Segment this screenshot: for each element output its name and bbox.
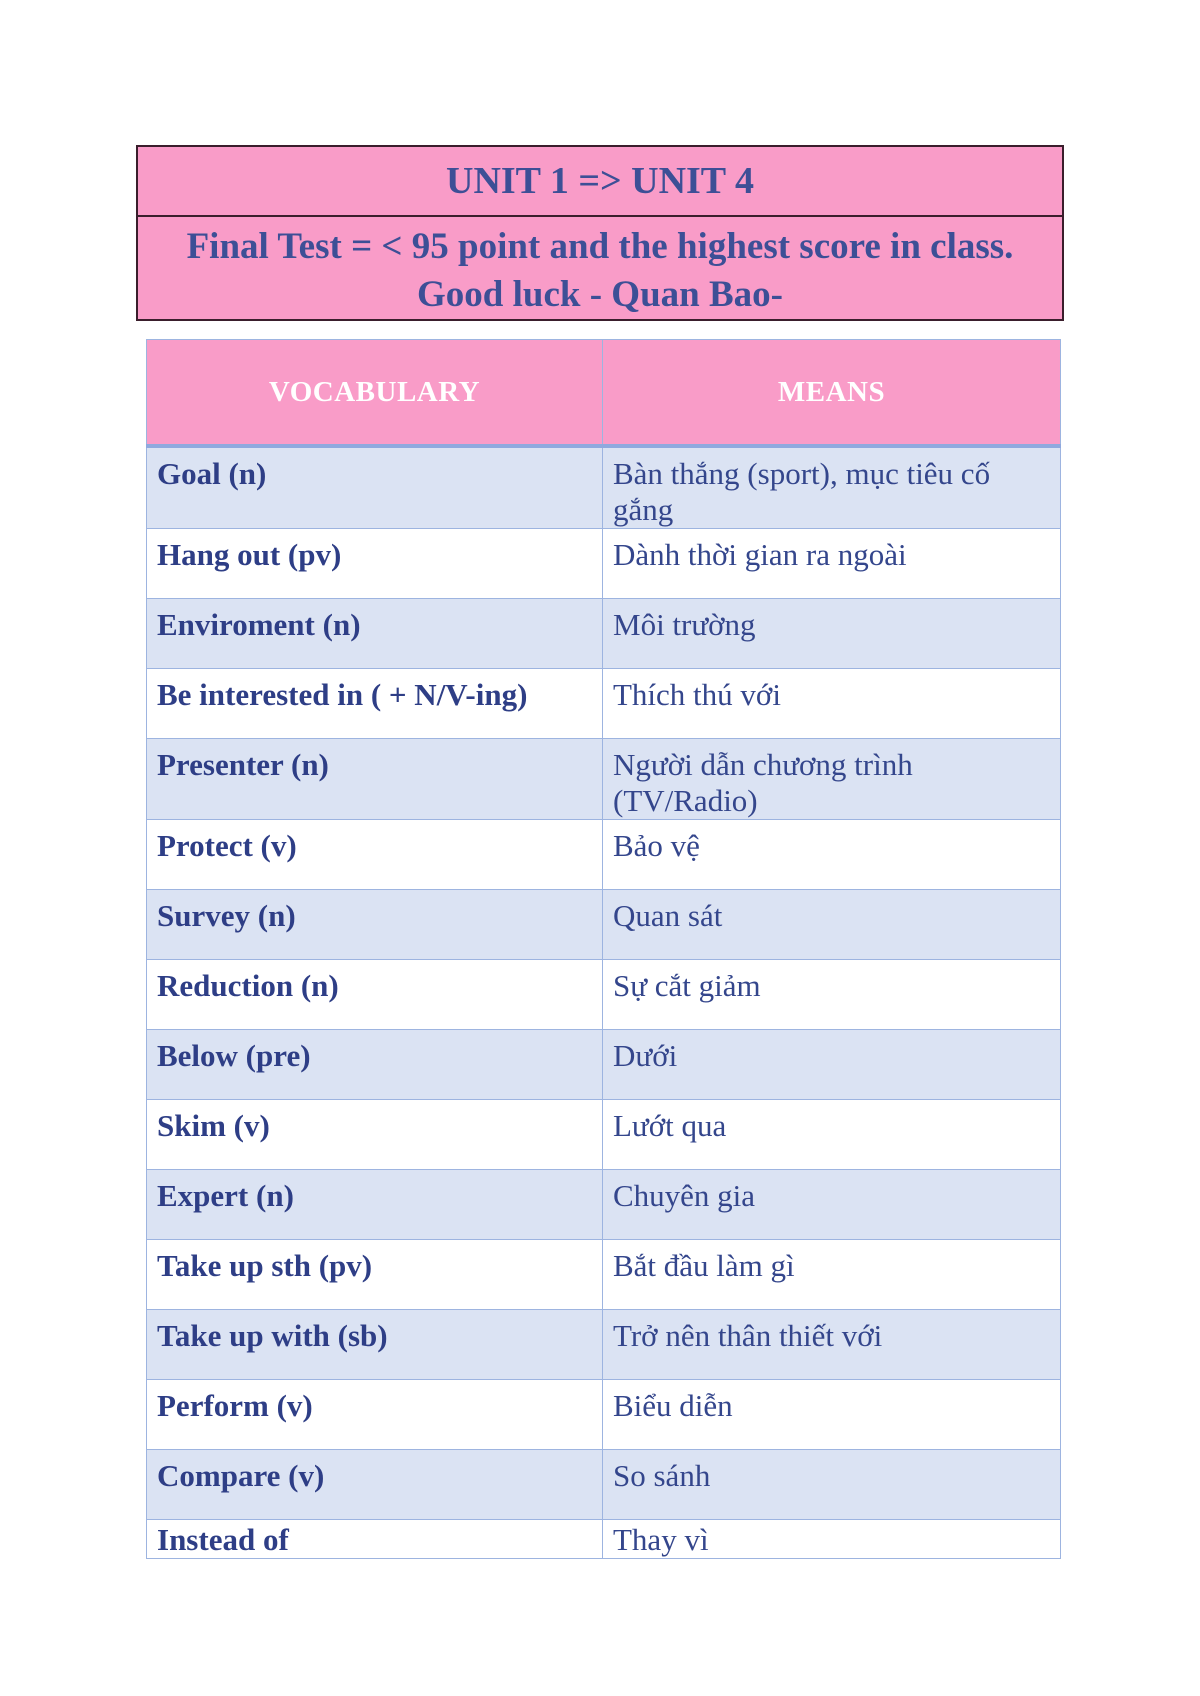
vocabulary-term: Expert (n) <box>147 1170 603 1240</box>
vocabulary-table <box>146 339 1061 1559</box>
vocabulary-meaning: Biểu diễn <box>603 1380 1061 1450</box>
final-test-note-line-2: Good luck - Quan Bao- <box>417 274 783 315</box>
vocabulary-term: Reduction (n) <box>147 960 603 1030</box>
vocabulary-meaning: Dưới <box>603 1030 1061 1100</box>
table-row <box>147 1030 1061 1100</box>
table-row <box>147 1310 1061 1380</box>
vocabulary-table-body <box>147 446 1061 1559</box>
table-row <box>147 599 1061 669</box>
vocabulary-term: Presenter (n) <box>147 739 603 820</box>
vocabulary-meaning: Người dẫn chương trình (TV/Radio) <box>603 739 1061 820</box>
vocabulary-meaning: So sánh <box>603 1450 1061 1520</box>
table-row <box>147 669 1061 739</box>
table-row <box>147 1450 1061 1520</box>
table-row <box>147 1520 1061 1559</box>
table-row <box>147 529 1061 599</box>
final-test-note-line-1: Final Test = < 95 point and the highest score in class. <box>186 226 1014 267</box>
table-row <box>147 446 1061 529</box>
vocabulary-meaning: Môi trường <box>603 599 1061 669</box>
vocabulary-meaning: Chuyên gia <box>603 1170 1061 1240</box>
vocabulary-meaning: Bàn thắng (sport), mục tiêu cố gắng <box>603 446 1061 529</box>
vocabulary-meaning: Lướt qua <box>603 1100 1061 1170</box>
vocabulary-meaning: Thích thú với <box>603 669 1061 739</box>
table-row <box>147 890 1061 960</box>
vocabulary-term: Be interested in ( + N/V-ing) <box>147 669 603 739</box>
column-header-means: MEANS <box>603 340 1061 447</box>
table-header-row <box>147 340 1061 447</box>
vocabulary-term: Hang out (pv) <box>147 529 603 599</box>
vocabulary-term: Skim (v) <box>147 1100 603 1170</box>
table-row <box>147 1170 1061 1240</box>
vocabulary-term: Goal (n) <box>147 446 603 529</box>
vocabulary-term: Compare (v) <box>147 1450 603 1520</box>
vocabulary-term: Instead of <box>147 1520 603 1559</box>
table-row <box>147 1240 1061 1310</box>
table-row <box>147 739 1061 820</box>
vocabulary-meaning: Bắt đầu làm gì <box>603 1240 1061 1310</box>
unit-range-title: UNIT 1 => UNIT 4 <box>138 147 1062 217</box>
vocabulary-term: Perform (v) <box>147 1380 603 1450</box>
vocabulary-term: Enviroment (n) <box>147 599 603 669</box>
vocabulary-term: Survey (n) <box>147 890 603 960</box>
table-row <box>147 820 1061 890</box>
table-row <box>147 960 1061 1030</box>
vocabulary-meaning: Quan sát <box>603 890 1061 960</box>
table-row <box>147 1100 1061 1170</box>
vocabulary-meaning: Sự cắt giảm <box>603 960 1061 1030</box>
table-row <box>147 1380 1061 1450</box>
vocabulary-meaning: Bảo vệ <box>603 820 1061 890</box>
vocabulary-meaning: Trở nên thân thiết với <box>603 1310 1061 1380</box>
vocabulary-term: Take up with (sb) <box>147 1310 603 1380</box>
vocabulary-meaning: Dành thời gian ra ngoài <box>603 529 1061 599</box>
final-test-note <box>138 217 1062 319</box>
vocabulary-term: Below (pre) <box>147 1030 603 1100</box>
vocabulary-term: Protect (v) <box>147 820 603 890</box>
vocabulary-term: Take up sth (pv) <box>147 1240 603 1310</box>
column-header-vocabulary: VOCABULARY <box>147 340 603 447</box>
title-box <box>136 145 1064 321</box>
vocabulary-meaning: Thay vì <box>603 1520 1061 1559</box>
